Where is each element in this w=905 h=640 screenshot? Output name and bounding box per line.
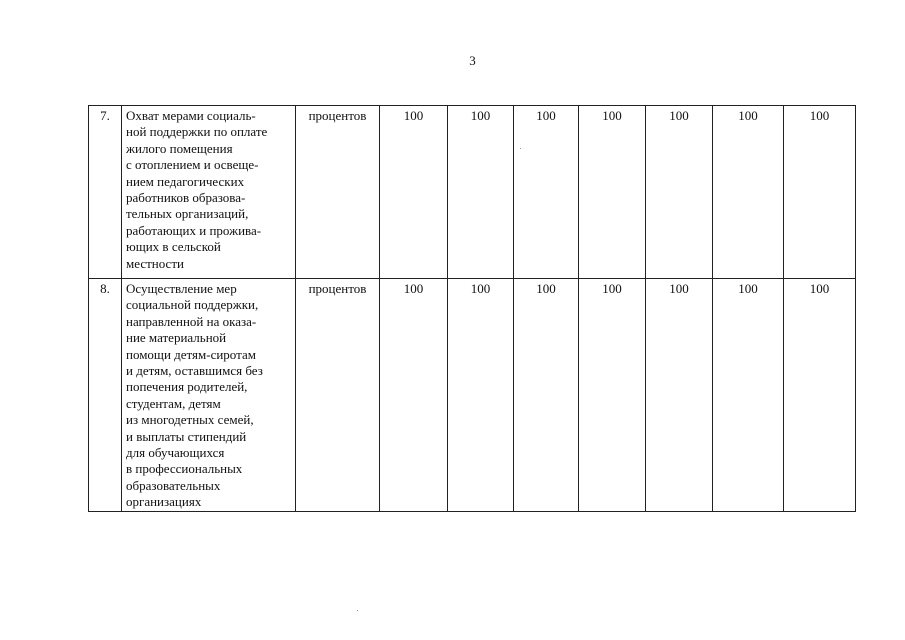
table-row (89, 106, 856, 279)
value-cell: 100 (448, 279, 514, 512)
value-cell: 100 (784, 279, 856, 512)
value-cell: 100 (448, 106, 514, 279)
scan-speck (357, 610, 358, 611)
indicator-description-cell: Охват мерами социаль- ной поддержки по оплате жилого помещения с отоплением и освеще- нием педагогических работников образова- тельных организаций, работающих и прожива- ющих в сельской местности (122, 106, 296, 279)
indicators-table (88, 105, 856, 512)
value-cell: 100 (380, 106, 448, 279)
value-cell: 100 (514, 106, 579, 279)
table-row (89, 279, 856, 512)
page-number: 3 (469, 53, 476, 68)
value-cell: 100 (380, 279, 448, 512)
value-cell: 100 (646, 279, 713, 512)
value-cell: 100 (579, 106, 646, 279)
row-number-cell: 8. (89, 279, 122, 512)
value-cell: 100 (713, 279, 784, 512)
scan-speck (520, 148, 521, 149)
row-number-cell: 7. (89, 106, 122, 279)
value-cell: 100 (646, 106, 713, 279)
unit-cell: процентов (296, 106, 380, 279)
indicator-description-cell: Осуществление мер социальной поддержки, направленной на оказа- ние материальной помощи детям-сиротам и детям, оставшимся без попечения родителей, студентам, детям из многодетных семей, и выплаты стипендий для обучающихся в профессиональных образовательных организациях (122, 279, 296, 512)
value-cell: 100 (713, 106, 784, 279)
unit-cell: процентов (296, 279, 380, 512)
value-cell: 100 (784, 106, 856, 279)
value-cell: 100 (579, 279, 646, 512)
value-cell: 100 (514, 279, 579, 512)
